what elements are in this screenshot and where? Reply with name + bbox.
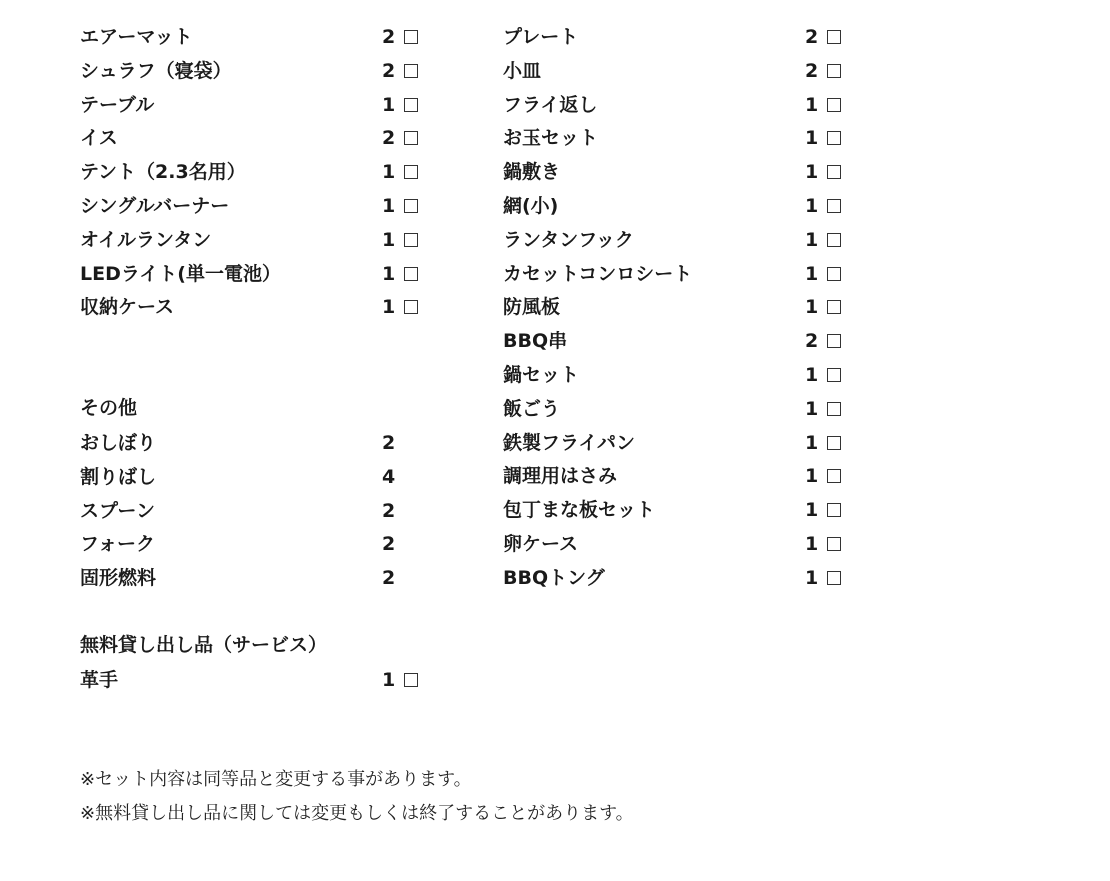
list-item [80, 56, 424, 86]
item-name: スプーン [80, 499, 156, 522]
list-item [503, 259, 847, 289]
item-name: 革手 [80, 669, 119, 691]
free-rental-heading: 無料貸し出し品（サービス） [80, 634, 328, 656]
item-quantity: 1 [805, 431, 819, 454]
list-item [80, 259, 424, 289]
item-quantity: 4 [382, 465, 396, 488]
checkbox[interactable] [827, 30, 841, 44]
item-name: 卵ケース [503, 533, 579, 555]
checkbox[interactable] [827, 233, 841, 247]
list-item [80, 225, 424, 255]
checkbox[interactable] [827, 368, 841, 382]
item-name: 鍋セット [503, 364, 580, 386]
item-quantity: 2 [382, 499, 396, 522]
item-name: 割りばし [80, 465, 157, 488]
item-quantity: 2 [382, 26, 396, 48]
item-quantity: 1 [382, 195, 396, 217]
item-quantity: 2 [805, 330, 819, 353]
item-name: 飯ごう [503, 397, 561, 420]
item-quantity: 1 [382, 93, 396, 116]
item-quantity: 1 [382, 161, 396, 184]
item-quantity: 2 [382, 432, 396, 454]
item-name: LEDライト(単一電池） [80, 262, 281, 285]
list-item [503, 529, 847, 559]
list-item [80, 462, 424, 492]
item-name: 固形燃料 [80, 567, 157, 590]
list-item [503, 563, 847, 593]
checkbox[interactable] [404, 30, 418, 44]
item-quantity: 1 [805, 228, 819, 251]
item-quantity: 1 [805, 195, 819, 217]
checkbox[interactable] [827, 267, 841, 281]
item-name: 包丁まな板セット [503, 499, 656, 522]
list-item [503, 394, 847, 424]
item-quantity: 1 [805, 364, 819, 386]
item-quantity: 2 [382, 59, 396, 82]
checkbox[interactable] [827, 64, 841, 78]
list-item [503, 292, 847, 322]
list-item [503, 157, 847, 187]
item-quantity: 1 [805, 262, 819, 285]
list-item [503, 428, 847, 458]
list-item [80, 292, 424, 322]
item-quantity: 2 [382, 567, 396, 590]
item-name: 小皿 [503, 59, 542, 82]
list-item [80, 428, 424, 458]
note-1: ※セット内容は同等品と変更する事があります。 [80, 769, 472, 790]
checkbox[interactable] [404, 300, 418, 314]
item-quantity: 1 [382, 262, 396, 285]
item-name: 鍋敷き [503, 161, 561, 184]
item-name: BBQトング [503, 566, 605, 589]
checkbox[interactable] [827, 436, 841, 450]
item-name: シングルバーナー [80, 195, 230, 217]
list-item [503, 225, 847, 255]
item-quantity: 1 [382, 669, 396, 691]
other-heading: その他 [80, 397, 138, 419]
checkbox[interactable] [404, 673, 418, 687]
item-quantity: 2 [382, 533, 396, 556]
list-item [503, 326, 847, 356]
checkbox[interactable] [404, 267, 418, 281]
list-item [80, 563, 424, 593]
item-quantity: 1 [382, 296, 396, 319]
item-quantity: 1 [805, 533, 819, 555]
checkbox[interactable] [404, 64, 418, 78]
list-item [503, 123, 847, 153]
checkbox[interactable] [827, 537, 841, 551]
item-name: BBQ串 [503, 330, 568, 353]
item-quantity: 1 [805, 566, 819, 589]
checkbox[interactable] [827, 300, 841, 314]
item-name: テント（2.3名用） [80, 161, 246, 184]
item-quantity: 1 [382, 228, 396, 251]
list-item [80, 191, 424, 221]
item-quantity: 1 [805, 465, 819, 488]
checkbox[interactable] [404, 233, 418, 247]
list-item [503, 461, 847, 491]
checkbox[interactable] [827, 469, 841, 483]
item-name: おしぼり [80, 432, 157, 454]
checkbox[interactable] [404, 98, 418, 112]
item-name: テーブル [80, 93, 155, 116]
checkbox[interactable] [827, 503, 841, 517]
item-name: プレート [503, 26, 579, 48]
item-name: 収納ケース [80, 296, 175, 319]
item-quantity: 1 [805, 499, 819, 522]
list-item [503, 56, 847, 86]
list-item [80, 123, 424, 153]
item-quantity: 1 [805, 397, 819, 420]
list-item [80, 22, 424, 52]
item-quantity: 1 [805, 127, 819, 150]
item-quantity: 2 [805, 59, 819, 82]
item-name: 網(小) [503, 195, 559, 217]
item-name: フォーク [80, 533, 156, 556]
item-name: 調理用はさみ [503, 465, 618, 488]
checkbox[interactable] [404, 165, 418, 179]
checkbox[interactable] [827, 165, 841, 179]
item-quantity: 1 [805, 296, 819, 319]
checkbox[interactable] [827, 571, 841, 585]
item-quantity: 1 [805, 93, 819, 116]
list-item [503, 90, 847, 120]
item-name: イス [80, 127, 118, 150]
list-item [503, 495, 847, 525]
list-item [80, 529, 424, 559]
checkbox[interactable] [827, 98, 841, 112]
item-quantity: 2 [805, 26, 819, 48]
item-name: フライ返し [503, 93, 598, 116]
list-item [80, 496, 424, 526]
item-name: 防風板 [503, 296, 561, 319]
checkbox[interactable] [404, 199, 418, 213]
list-item [80, 157, 424, 187]
list-item [503, 360, 847, 390]
item-name: エアーマット [80, 26, 193, 48]
item-quantity: 2 [382, 127, 396, 150]
item-name: 鉄製フライパン [503, 431, 636, 454]
checkbox[interactable] [404, 131, 418, 145]
list-item [503, 191, 847, 221]
checkbox[interactable] [827, 131, 841, 145]
list-item [80, 665, 424, 695]
item-name: ランタンフック [503, 228, 634, 251]
item-name: オイルランタン [80, 228, 212, 251]
list-item [80, 90, 424, 120]
list-item [503, 22, 847, 52]
checkbox[interactable] [827, 402, 841, 416]
item-name: お玉セット [503, 127, 599, 150]
checkbox[interactable] [827, 199, 841, 213]
checkbox[interactable] [827, 334, 841, 348]
note-2: ※無料貸し出し品に関しては変更もしくは終了することがあります。 [80, 803, 634, 824]
item-name: カセットコンロシート [503, 262, 693, 285]
item-quantity: 1 [805, 161, 819, 184]
item-name: シュラフ（寝袋） [80, 59, 232, 82]
